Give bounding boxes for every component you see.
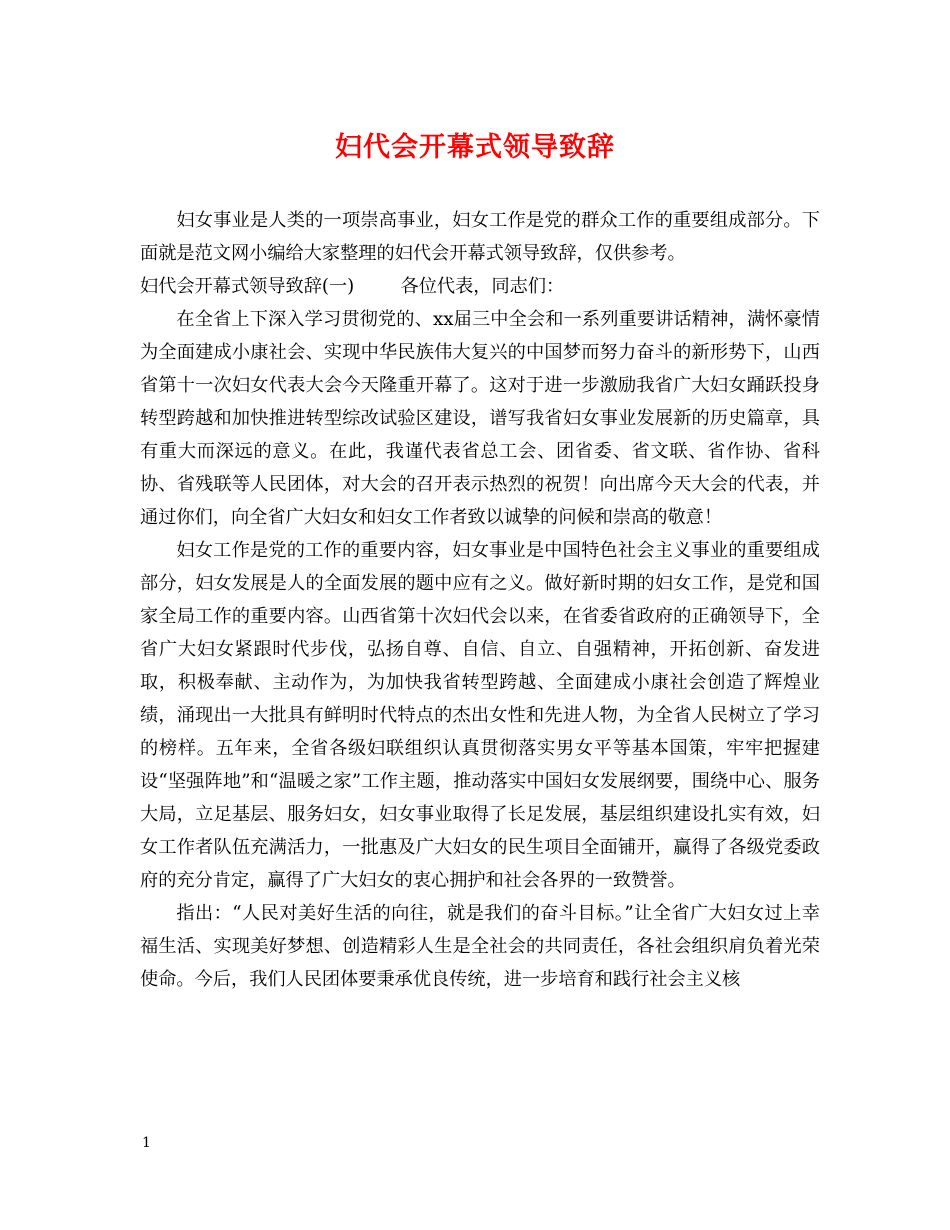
body-paragraph-3: 指出：“人民对美好生活的向往，就是我们的奋斗目标。”让全省广大妇女过上幸福生活、实现美好梦想、创造精彩人生是全社会的共同责任，各社会组织肩负着光荣使命。今后，我们人民团体要秉承优良传统，进一步培育和践行社会主义核 <box>140 903 820 990</box>
body-paragraph-1: 在全省上下深入学习贯彻党的、xx届三中全会和一系列重要讲话精神，满怀豪情为全面建成小康社会、实现中华民族伟大复兴的中国梦而努力奋斗的新形势下，山西省第十一次妇女代表大会今天隆重开幕了。这对于进一步激励我省广大妇女踊跃投身转型跨越和加快推进转型综改试验区建设，谱写我省妇女事业发展新的历史篇章，具有重大而深远的意义。在此，我谨代表省总工会、团省委、省文联、省作协、省科协、省残联等人民团体，对大会的召开表示热烈的祝贺！向出席今天大会的代表，并通过你们，向全省广大妇女和妇女工作者致以诚挚的问候和崇高的敬意！ <box>140 309 820 528</box>
salutation: 各位代表，同志们： <box>400 276 565 297</box>
intro-paragraph: 妇女事业是人类的一项崇高事业，妇女工作是党的群众工作的重要组成部分。下面就是范文网小编给大家整理的妇代会开幕式领导致辞，仅供参考。 <box>140 210 820 264</box>
page-number: 1 <box>142 1135 151 1151</box>
document-title: 妇代会开幕式领导致辞 <box>335 132 615 163</box>
section-heading: 妇代会开幕式领导致辞(一) <box>140 276 355 297</box>
section-heading-line <box>140 270 820 303</box>
body-paragraph-2: 妇女工作是党的工作的重要内容，妇女事业是中国特色社会主义事业的重要组成部分，妇女发展是人的全面发展的题中应有之义。做好新时期的妇女工作，是党和国家全局工作的重要内容。山西省第十次妇代会以来，在省委省政府的正确领导下，全省广大妇女紧跟时代步伐，弘扬自尊、自信、自立、自强精神，开拓创新、奋发进取，积极奉献、主动作为，为加快我省转型跨越、全面建成小康社会创造了辉煌业绩，涌现出一大批具有鲜明时代特点的杰出女性和先进人物，为全省人民树立了学习的榜样。五年来，全省各级妇联组织认真贯彻落实男女平等基本国策，牢牢把握建设“坚强阵地”和“温暖之家”工作主题，推动落实中国妇女发展纲要，围绕中心、服务大局，立足基层、服务妇女，妇女事业取得了长足发展，基层组织建设扎实有效，妇女工作者队伍充满活力，一批惠及广大妇女的民生项目全面铺开，赢得了各级党委政府的充分肯定，赢得了广大妇女的衷心拥护和社会各界的一致赞誉。 <box>140 540 820 891</box>
document-body <box>140 204 820 996</box>
